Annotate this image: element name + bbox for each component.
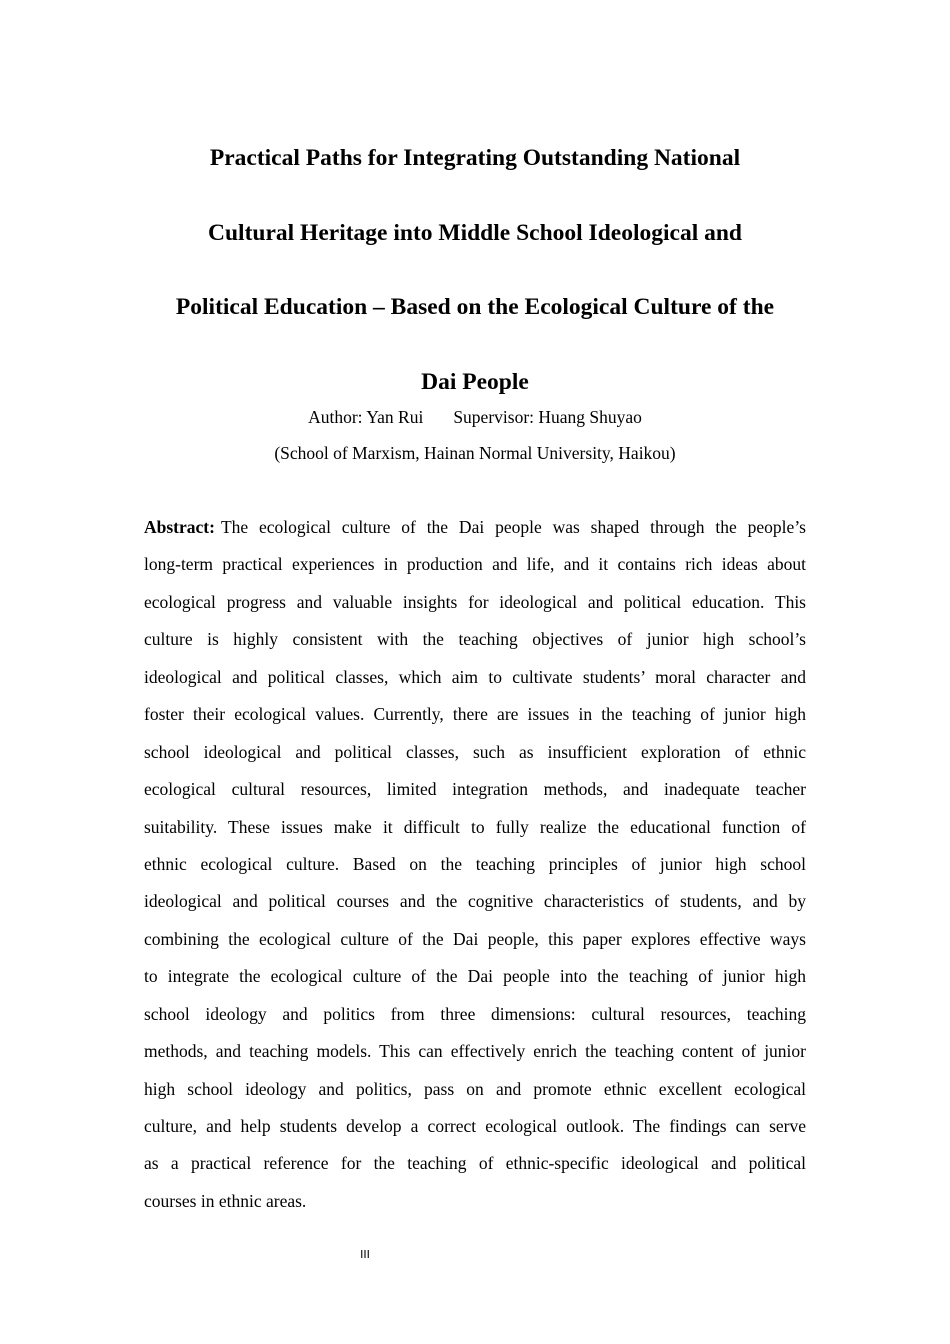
abstract-line: foster their ecological values. Currently, there are issues in the teaching of junior high [144, 704, 806, 725]
affiliation: (School of Marxism, Hainan Normal University, Haikou) [274, 443, 676, 463]
abstract-line [144, 509, 806, 546]
abstract-line: ethnic ecological culture. Based on the teaching principles of junior high school [144, 853, 806, 874]
abstract-line: ecological progress and valuable insights for ideological and political education. This [144, 591, 806, 612]
abstract-line: methods, and teaching models. This can effectively enrich the teaching content of junior [144, 1041, 806, 1062]
abstract-block [144, 509, 806, 1220]
title-line: Practical Paths for Integrating Outstanding National [209, 145, 741, 171]
abstract-line: ideological and political classes, which aim to cultivate students’ moral character and [144, 666, 806, 687]
page-number: III [360, 1248, 370, 1261]
abstract-line: courses in ethnic areas. [144, 1190, 307, 1211]
abstract-line: ecological cultural resources, limited integration methods, and inadequate teacher [144, 779, 806, 800]
author-name: Author: Yan Rui [308, 407, 424, 427]
abstract-text: The ecological culture of the Dai people was shaped through the people’s [220, 517, 806, 537]
abstract-line: culture, and help students develop a correct ecological outlook. The findings can serve [144, 1116, 806, 1136]
supervisor-name: Supervisor: Huang Shuyao [453, 407, 642, 427]
abstract-line: long-term practical experiences in production and life, and it contains rich ideas about [144, 554, 806, 575]
abstract-line: to integrate the ecological culture of the Dai people into the teaching of junior high [144, 966, 806, 987]
paper-title [120, 121, 830, 419]
abstract-line: as a practical reference for the teaching of ethnic-specific ideological and political [144, 1153, 806, 1174]
abstract-line: ideological and political courses and the cognitive characteristics of students, and by [144, 891, 806, 912]
abstract-line: culture is highly consistent with the teaching objectives of junior high school’s [144, 629, 806, 650]
abstract-line: school ideological and political classes, such as insufficient exploration of ethnic [144, 741, 806, 762]
abstract-line: suitability. These issues make it difficult to fully realize the educational function of [144, 816, 806, 837]
title-line: Cultural Heritage into Middle School Ideological and [208, 219, 742, 246]
abstract-line: high school ideology and politics, pass on and promote ethnic excellent ecological [144, 1078, 806, 1099]
title-line: Political Education – Based on the Ecological Culture of the [175, 294, 775, 320]
abstract-line: school ideology and politics from three dimensions: cultural resources, teaching [144, 1003, 806, 1024]
abstract-label: Abstract: [144, 517, 215, 537]
abstract-line: combining the ecological culture of the Dai people, this paper explores effective ways [144, 928, 806, 949]
author-supervisor-line [0, 404, 950, 430]
title-line: Dai People [421, 368, 529, 395]
